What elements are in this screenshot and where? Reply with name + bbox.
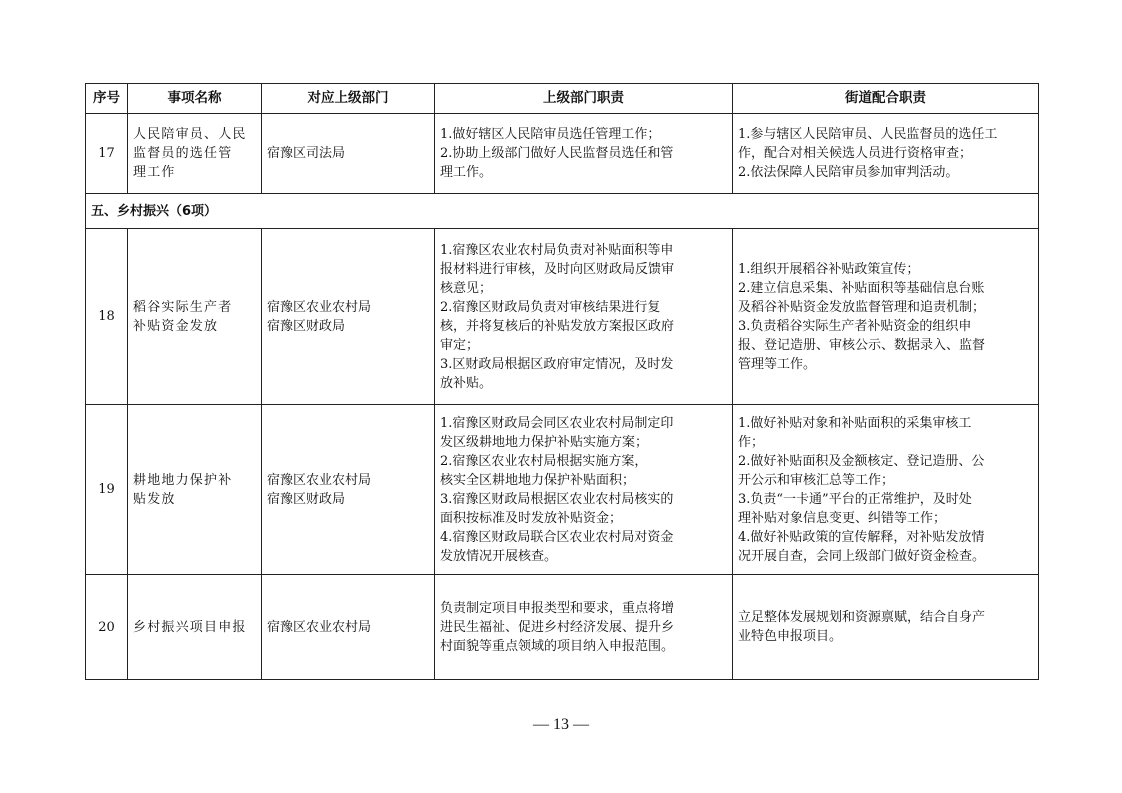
table-body-before (86, 114, 1039, 194)
superior-duties-cell-line: 报材料进行审核，及时向区财政局反馈审 (440, 261, 675, 277)
superior-duties-cell-line: 2.协助上级部门做好人民监督员选任和管 (440, 146, 674, 161)
superior-duties-cell-line: 发区级耕地地力保护补贴实施方案； (440, 434, 649, 450)
table-header-row (86, 84, 1039, 114)
row-serial-number: 19 (86, 405, 128, 575)
street-duties-cell-line: 3.负责“一卡通”平台的正常维护，及时处 (738, 491, 972, 507)
page-number: — 13 — (533, 716, 589, 733)
header-serial: 序号 (86, 84, 128, 114)
section-title: 五、乡村振兴（6项） (86, 194, 1039, 229)
superior-duties-cell-line: 核，并将复核后的补贴发放方案报区政府 (440, 318, 675, 334)
department-cell-line: 宿豫区司法局 (267, 146, 346, 161)
table-body-after (86, 229, 1039, 680)
street-duties-cell-line: 1.参与辖区人民陪审员、人民监督员的选任工 (738, 127, 998, 142)
street-duties-cell-line: 开公示和审核汇总等工作； (738, 472, 895, 488)
department-cell (262, 575, 435, 680)
item-name-cell-line: 人民陪审员、人民 (133, 127, 247, 142)
street-duties-cell-line: 2.建立信息采集、补贴面积等基础信息台账 (738, 280, 985, 296)
item-name-cell-line: 监督员的选任管 (133, 146, 233, 161)
superior-duties-cell-line: 进民生福祉、促进乡村经济发展、提升乡 (440, 619, 675, 635)
superior-duties-cell-line: 面积按标准及时发放补贴资金； (440, 510, 623, 526)
department-cell-line: 宿豫区财政局 (267, 491, 346, 507)
superior-duties-cell-line: 1.做好辖区人民陪审员选任管理工作； (440, 127, 661, 142)
superior-duties-cell-line: 核实全区耕地地力保护补贴面积； (440, 472, 636, 488)
item-name-cell-line: 稻谷实际生产者 (133, 299, 233, 315)
department-cell-line: 宿豫区农业农村局 (267, 619, 372, 635)
department-cell-line: 宿豫区农业农村局 (267, 472, 372, 488)
row-serial-number: 20 (86, 575, 128, 680)
department-cell (262, 405, 435, 575)
superior-duties-cell (435, 405, 733, 575)
street-duties-cell-line: 管理等工作。 (738, 356, 817, 372)
superior-duties-cell (435, 575, 733, 680)
table-row (86, 575, 1039, 680)
section-row (86, 194, 1039, 229)
responsibility-table (85, 83, 1039, 680)
superior-duties-cell-line: 4.宿豫区财政局联合区农业农村局对资金 (440, 529, 674, 545)
street-duties-cell-line: 业特色申报项目。 (738, 629, 843, 644)
item-name-cell (128, 575, 262, 680)
street-duties-cell-line: 2.依法保障人民陪审员参加审判活动。 (738, 165, 959, 180)
item-name-cell-line: 理工作 (133, 165, 176, 180)
street-duties-cell-line: 及稻谷补贴资金发放监督管理和追责机制； (738, 299, 986, 315)
superior-duties-cell (435, 114, 733, 194)
row-serial-number: 17 (86, 114, 128, 194)
street-duties-cell-line: 4.做好补贴政策的宣传解释，对补贴发放情 (738, 529, 985, 545)
header-department: 对应上级部门 (262, 84, 435, 114)
superior-duties-cell-line: 核意见； (440, 280, 493, 296)
table-row (86, 405, 1039, 575)
department-cell-line: 宿豫区财政局 (267, 318, 346, 334)
street-duties-cell-line: 立足整体发展规划和资源禀赋，结合自身产 (738, 610, 986, 625)
superior-duties-cell-line: 1.宿豫区农业农村局负责对补贴面积等申 (440, 242, 674, 258)
item-name-cell (128, 114, 262, 194)
superior-duties-cell-line: 2.宿豫区农业农村局根据实施方案， (440, 453, 648, 469)
item-name-cell-line: 乡村振兴项目申报 (133, 619, 247, 635)
header-street-duties: 街道配合职责 (733, 84, 1039, 114)
item-name-cell-line: 补贴资金发放 (133, 318, 219, 334)
table-row (86, 229, 1039, 405)
street-duties-cell-line: 作，配合对相关候选人员进行资格审查； (738, 146, 973, 161)
superior-duties-cell-line: 3.区财政局根据区政府审定情况，及时发 (440, 356, 674, 372)
street-duties-cell (733, 405, 1039, 575)
item-name-cell (128, 229, 262, 405)
street-duties-cell-line: 报、登记造册、审核公示、数据录入、监督 (738, 337, 986, 353)
street-duties-cell (733, 114, 1039, 194)
item-name-cell (128, 405, 262, 575)
superior-duties-cell-line: 发放情况开展核查。 (440, 548, 558, 564)
street-duties-cell-line: 2.做好补贴面积及金额核定、登记造册、公 (738, 453, 985, 469)
header-item-name: 事项名称 (128, 84, 262, 114)
street-duties-cell (733, 229, 1039, 405)
superior-duties-cell-line: 1.宿豫区财政局会同区农业农村局制定印 (440, 415, 674, 431)
street-duties-cell-line: 作； (738, 434, 765, 450)
street-duties-cell-line: 1.组织开展稻谷补贴政策宣传； (738, 261, 920, 277)
superior-duties-cell-line: 理工作。 (440, 165, 493, 180)
item-name-cell-line: 贴发放 (133, 491, 176, 507)
superior-duties-cell-line: 3.宿豫区财政局根据区农业农村局核实的 (440, 491, 674, 507)
superior-duties-cell-line: 审定； (440, 337, 480, 353)
street-duties-cell-line: 3.负责稻谷实际生产者补贴资金的组织申 (738, 318, 972, 334)
header-superior-duties: 上级部门职责 (435, 84, 733, 114)
street-duties-cell (733, 575, 1039, 680)
street-duties-cell-line: 理补贴对象信息变更、纠错等工作； (738, 510, 947, 526)
department-cell (262, 114, 435, 194)
superior-duties-cell-line: 2.宿豫区财政局负责对审核结果进行复 (440, 299, 661, 315)
department-cell-line: 宿豫区农业农村局 (267, 299, 372, 315)
street-duties-cell-line: 1.做好补贴对象和补贴面积的采集审核工 (738, 415, 972, 431)
superior-duties-cell (435, 229, 733, 405)
street-duties-cell-line: 况开展自查，会同上级部门做好资金检查。 (738, 548, 986, 564)
table-row (86, 114, 1039, 194)
superior-duties-cell-line: 负责制定项目申报类型和要求，重点将增 (440, 600, 675, 616)
row-serial-number: 18 (86, 229, 128, 405)
superior-duties-cell-line: 放补贴。 (440, 375, 493, 391)
superior-duties-cell-line: 村面貌等重点领域的项目纳入申报范围。 (440, 638, 675, 654)
department-cell (262, 229, 435, 405)
item-name-cell-line: 耕地地力保护补 (133, 472, 233, 488)
